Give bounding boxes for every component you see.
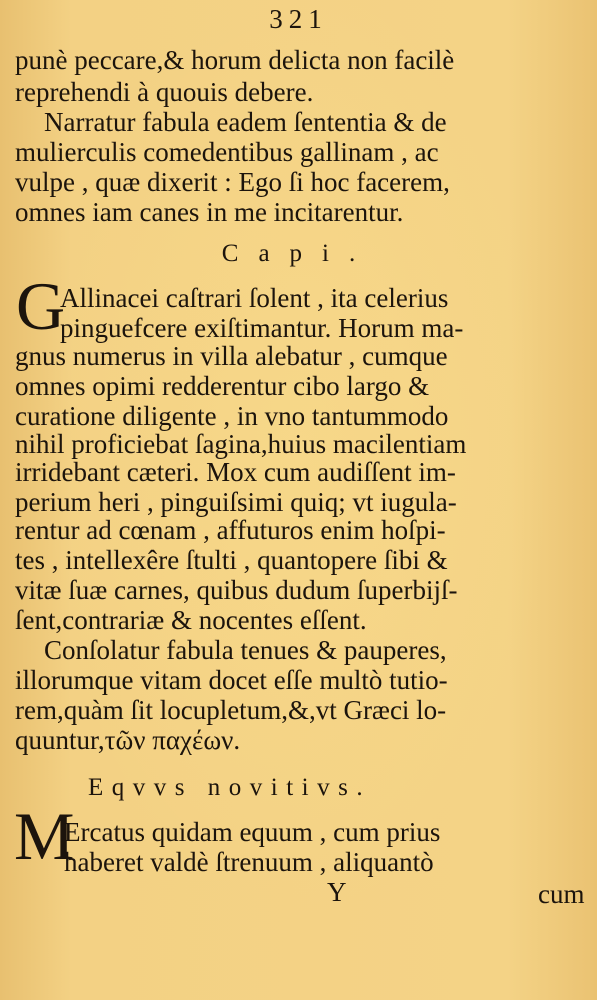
text-line: Conſolatur fabula tenues & pauperes, — [44, 635, 447, 665]
text-line: illorumque vitam docet eſſe multò tutio- — [15, 665, 448, 695]
catchword: cum — [538, 879, 585, 909]
text-line: Narratur fabula eadem ſententia & de — [44, 107, 447, 137]
text-line: irridebant cæteri. Mox cum audiſſent im- — [15, 457, 456, 487]
text-line: omnes iam canes in me incitarentur. — [15, 197, 404, 227]
text-line: rem,quàm ſit locupletum,&,vt Græci lo- — [15, 695, 447, 725]
text-line: Allinacei caſtrari ſolent , ita celerius — [60, 283, 449, 313]
text-line: rentur ad cœnam , affuturos enim hoſpi- — [15, 515, 446, 545]
text-line: punè peccare,& horum delicta non facilè — [15, 45, 455, 75]
text-line: curatione diligente , in vno tantummodo — [15, 401, 449, 431]
text-line: vitæ ſuæ carnes, quibus dudum ſuperbijſ- — [15, 575, 458, 605]
signature-mark: Y — [327, 877, 347, 907]
text-line: Ercatus quidam equum , cum prius — [64, 817, 441, 847]
text-line: vulpe , quæ dixerit : Ego ſi hoc facerem, — [15, 167, 450, 197]
text-line: quuntur,τῶν παχέων. — [15, 725, 241, 755]
section-heading-equus: Eqvvs novitivs. — [88, 774, 372, 801]
page-number: 321 — [269, 4, 328, 34]
text-line: haberet valdè ſtrenuum , aliquantò — [64, 847, 434, 877]
section-heading-capi: Capi. — [221, 240, 376, 267]
text-line: perium heri , pinguiſsimi quiq; vt iugula- — [15, 487, 457, 517]
text-line: gnus numerus in villa alebatur , cumque — [15, 341, 448, 371]
text-line: tes , intellexêre ſtulti , quantopere ſibi & — [15, 545, 448, 575]
drop-cap-m: M — [14, 798, 75, 874]
text-line: omnes opimi redderentur cibo largo & — [15, 371, 430, 401]
text-line: ſent,contrariæ & nocentes eſſent. — [15, 605, 367, 635]
text-line: mulierculis comedentibus gallinam , ac — [15, 137, 439, 167]
text-line: nihil proficiebat ſagina,huius macilentiam — [15, 429, 467, 459]
text-line: reprehendi à quouis debere. — [15, 77, 314, 107]
text-line: pinguefcere exiſtimantur. Horum ma- — [60, 313, 464, 343]
drop-cap-g: G — [16, 268, 66, 344]
